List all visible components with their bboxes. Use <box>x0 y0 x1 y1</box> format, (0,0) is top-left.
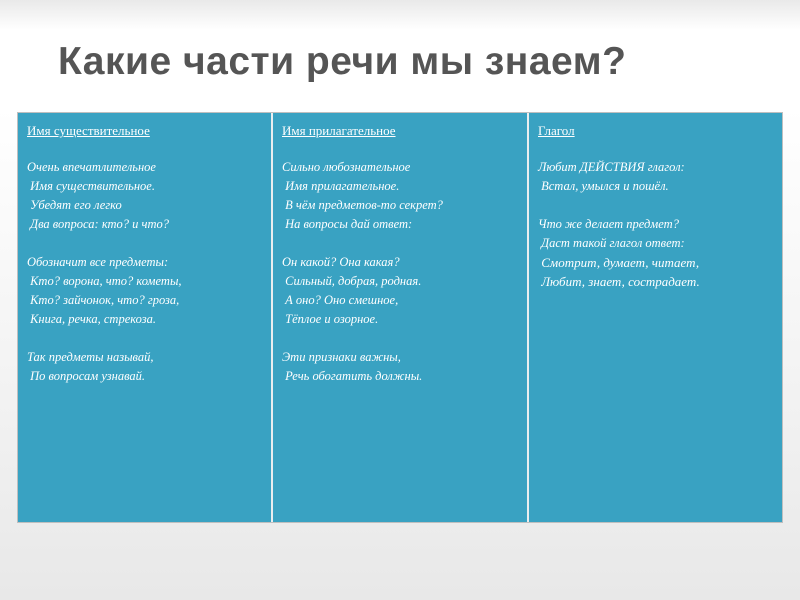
poem-line: Он какой? Она какая? <box>282 254 400 269</box>
parts-of-speech-table <box>18 113 782 522</box>
stanza-break <box>27 329 271 348</box>
poem-line: По вопросам узнавай. <box>27 368 146 383</box>
column-lines <box>27 158 271 386</box>
poem-line: Смотрит, думает, читает, <box>538 254 700 270</box>
column-header: Имя существительное <box>27 123 150 138</box>
poem-line: Даст такой глагол ответ: <box>538 235 685 250</box>
poem-line: Что же делает предмет? <box>538 216 679 231</box>
poem-line: Встал, умылся и пошёл. <box>538 178 669 193</box>
column-verb <box>529 113 782 522</box>
poem-line: Кто? ворона, что? кометы, <box>27 273 182 288</box>
poem-line: Сильный, добрая, родная. <box>282 273 422 288</box>
poem-line: Имя существительное. <box>27 178 155 193</box>
poem-line: Очень впечатлительное <box>27 159 156 174</box>
slide-title: Какие части речи мы знаем? <box>58 40 627 83</box>
column-header: Имя прилагательное <box>282 123 396 138</box>
poem-line: В чём предметов-то секрет? <box>282 197 443 212</box>
poem-line: Книга, речка, стрекоза. <box>27 311 156 326</box>
poem-line: Кто? зайчонок, что? гроза, <box>27 292 180 307</box>
poem-line: Любит, знает, сострадает. <box>538 273 700 289</box>
poem-line: Так предметы называй, <box>27 349 154 364</box>
column-lines <box>538 158 782 291</box>
poem-line: Имя прилагательное. <box>282 178 400 193</box>
poem-line: На вопросы дай ответ: <box>282 216 413 231</box>
poem-line: Любит ДЕЙСТВИЯ глагол: <box>538 159 685 174</box>
poem-line: Тёплое и озорное. <box>282 311 379 326</box>
stanza-break <box>282 329 527 348</box>
poem-line: Два вопроса: кто? и что? <box>27 216 170 231</box>
poem-line: Убедят его легко <box>27 197 122 212</box>
stanza-break <box>538 196 782 215</box>
poem-line: А оно? Оно смешное, <box>282 292 399 307</box>
column-lines <box>282 158 527 386</box>
column-adjective <box>273 113 529 522</box>
column-noun <box>18 113 273 522</box>
poem-line: Обозначит все предметы: <box>27 254 169 269</box>
stanza-break <box>27 234 271 253</box>
poem-line: Речь обогатить должны. <box>282 368 423 383</box>
stanza-break <box>282 234 527 253</box>
poem-line: Эти признаки важны, <box>282 349 401 364</box>
poem-line: Сильно любознательное <box>282 159 411 174</box>
column-header: Глагол <box>538 123 575 138</box>
